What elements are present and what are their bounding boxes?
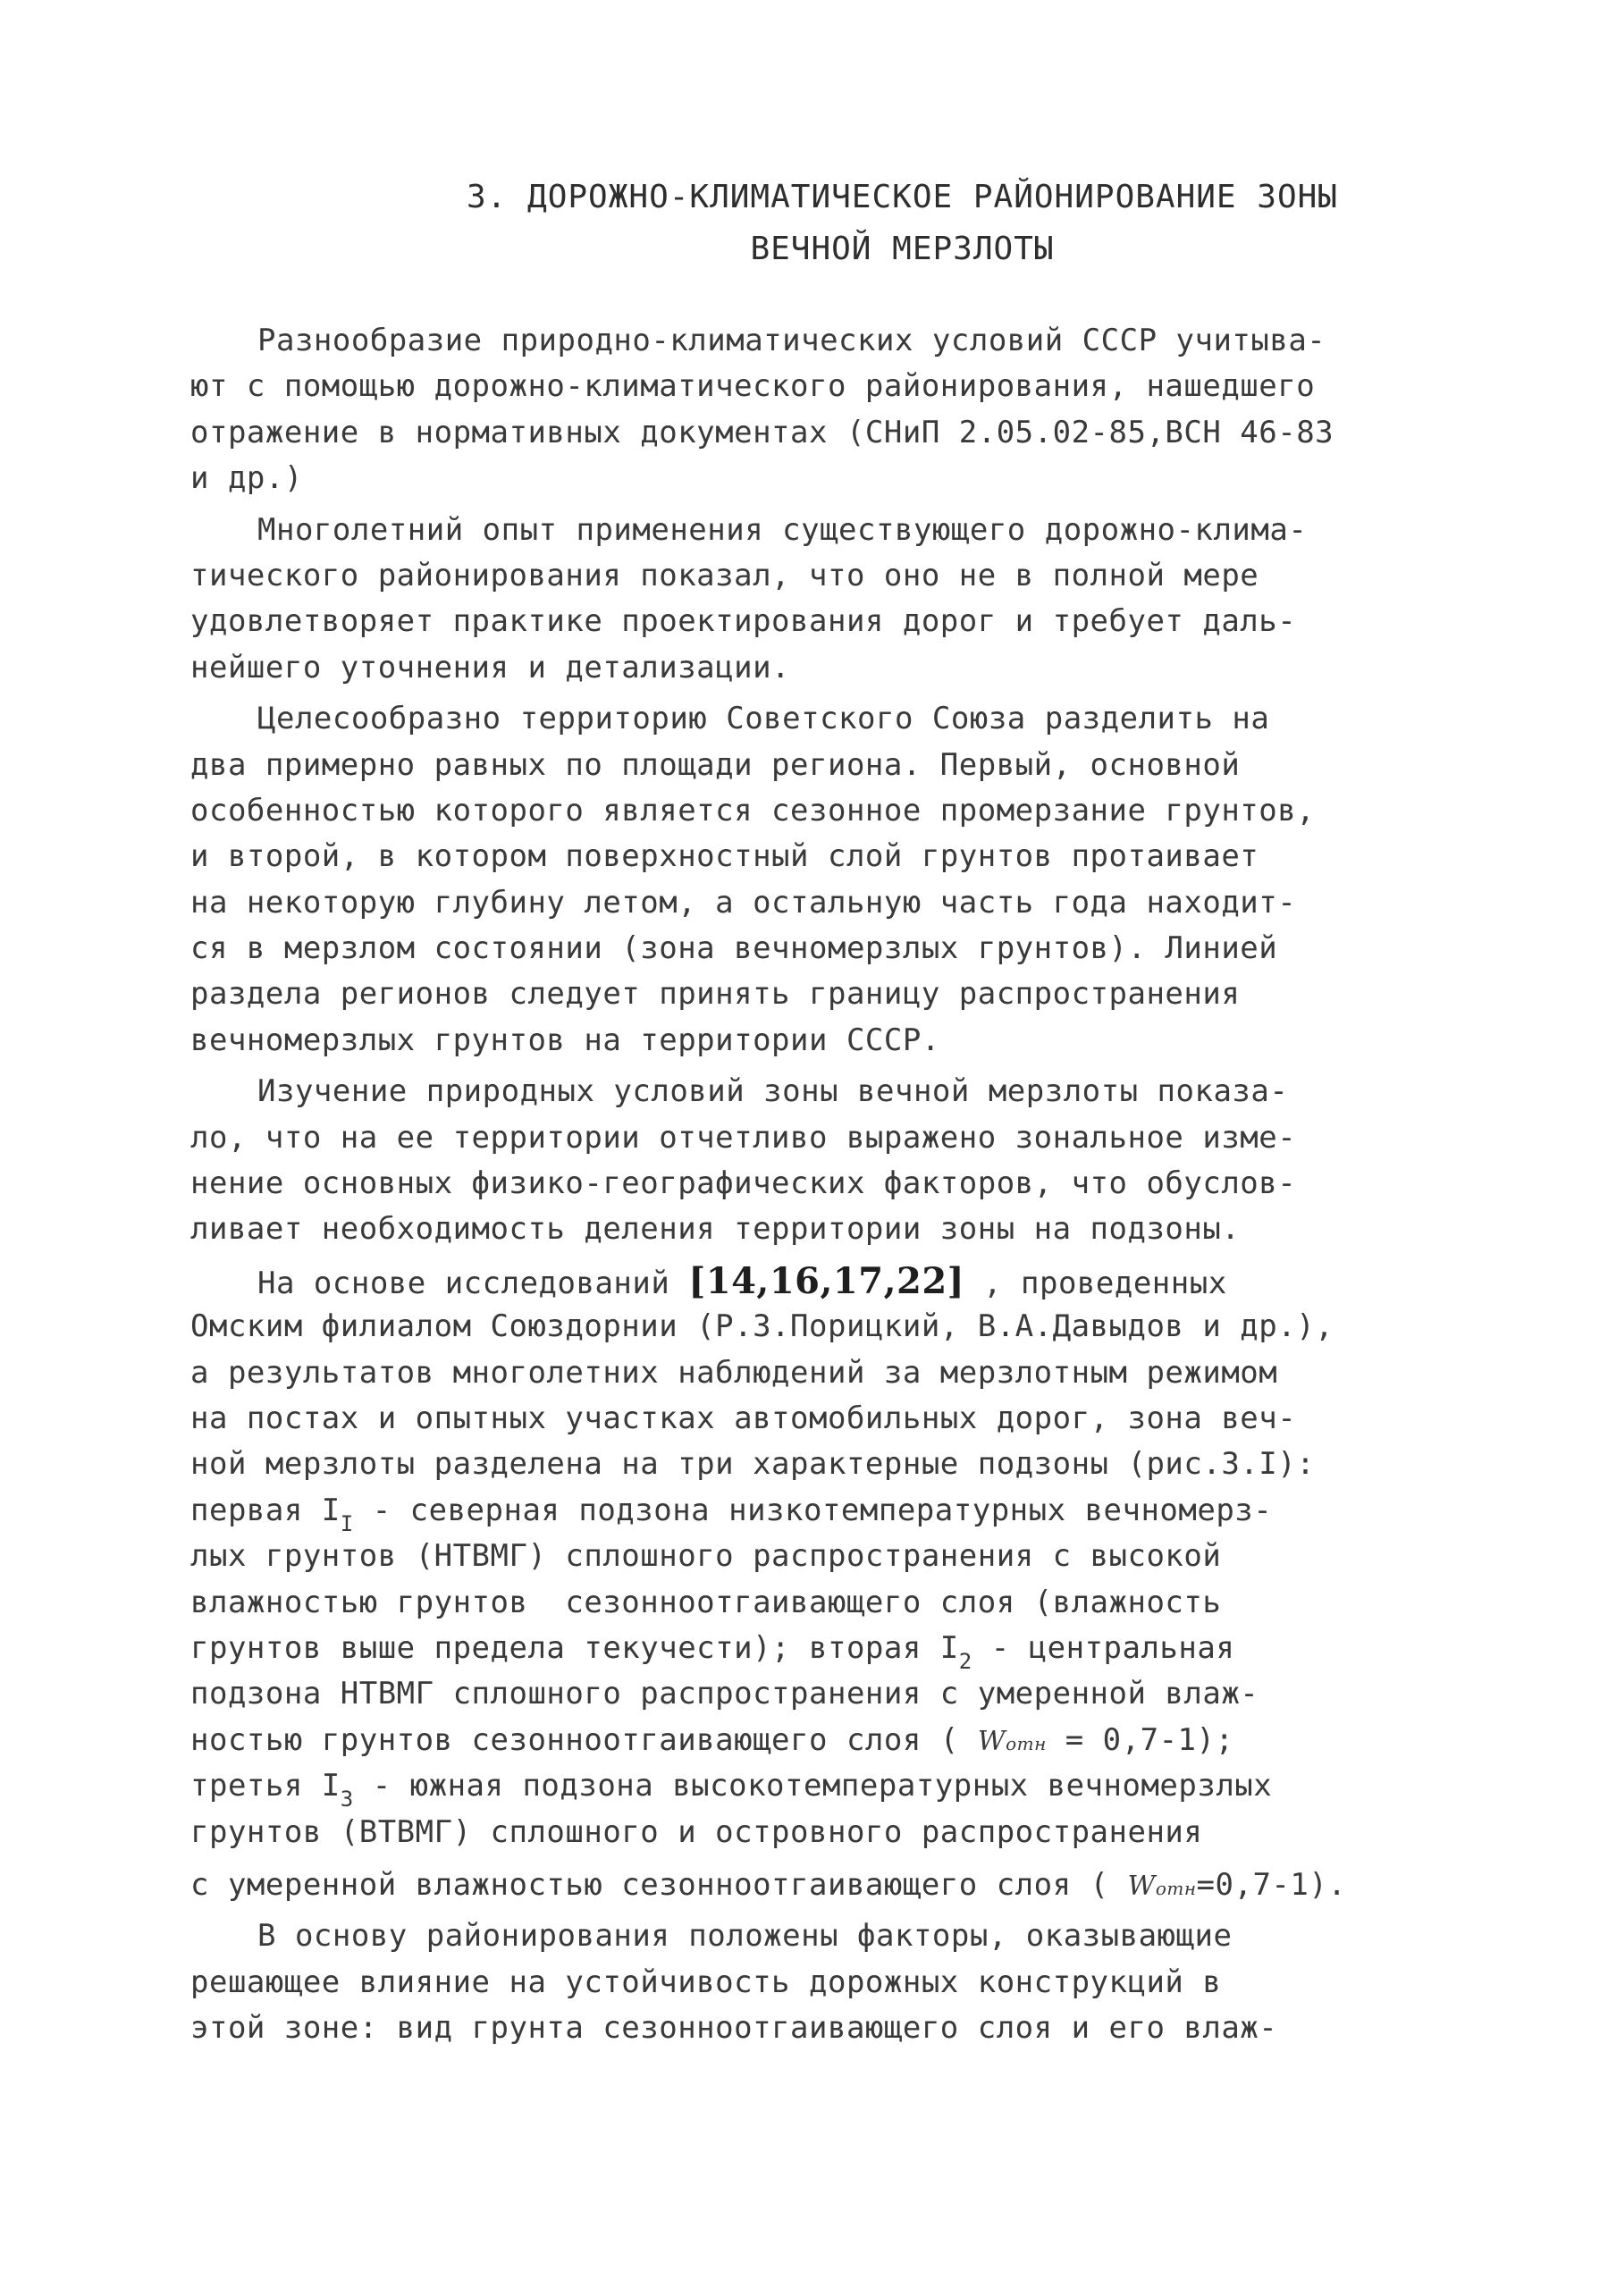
text-line: особенностью которого является сезонное промерзание грунтов, bbox=[190, 792, 1316, 828]
text-line: вечномерзлых грунтов на территории СССР. bbox=[190, 1022, 940, 1058]
text-line: и второй, в котором поверхностный слой грунтов протаивает bbox=[190, 838, 1259, 875]
subscript: отн bbox=[1006, 1732, 1047, 1754]
subscript: отн bbox=[1155, 1877, 1197, 1899]
text-line: Омским филиалом Союздорнии (Р.З.Порицкий, В.А.Давыдов и др.), bbox=[190, 1308, 1334, 1345]
text-segment: первая I bbox=[190, 1492, 341, 1528]
text-segment: =0,7-1). bbox=[1196, 1866, 1347, 1903]
text-line: Целесообразно территорию Советского Союза разделить на bbox=[257, 701, 1270, 737]
paragraph-4 bbox=[190, 1069, 1297, 1253]
text-line: Многолетний опыт применения существующего дорожно-клима- bbox=[257, 511, 1308, 548]
text-line bbox=[190, 1718, 1281, 1763]
formula-symbol: W bbox=[977, 1725, 1006, 1757]
subscript: I bbox=[340, 1510, 354, 1536]
paragraph-6 bbox=[190, 1913, 1281, 2051]
text-segment: - центральная bbox=[972, 1629, 1235, 1666]
text-segment: - южная подзона высокотемпературных вечномерзлых bbox=[353, 1768, 1273, 1804]
text-segment: третья I bbox=[190, 1768, 341, 1804]
subscript: 3 bbox=[340, 1787, 354, 1812]
text-line: раздела регионов следует принять границу распространения bbox=[190, 976, 1241, 1013]
text-segment: ностью грунтов сезонноотгаивающего слоя ( bbox=[190, 1721, 978, 1758]
text-line: Изучение природных условий зоны вечной мерзлоты показа- bbox=[257, 1073, 1289, 1110]
text-segment: с умеренной влажностью сезонноотгаивающего слоя ( bbox=[190, 1866, 1128, 1903]
text-line: решающее влияние на устойчивость дорожных конструкций в bbox=[190, 1964, 1222, 2000]
text-line: удовлетворяет практике проектирования дорог и требует даль- bbox=[190, 603, 1297, 640]
text-line: а результатов многолетних наблюдений за мерзлотным режимом bbox=[190, 1354, 1278, 1391]
text-line: на некоторую глубину летом, а остальную часть года находит- bbox=[190, 884, 1297, 921]
formula-symbol: W bbox=[1127, 1870, 1156, 1902]
text-line bbox=[190, 1258, 1281, 1304]
text-line bbox=[190, 1763, 1281, 1812]
text-line: ся в мерзлом состоянии (зона вечномерзлых грунтов). Линией bbox=[190, 930, 1278, 967]
text-segment: На основе исследований bbox=[257, 1265, 689, 1301]
text-line: Разнообразие природно-климатических условий СССР учитыва- bbox=[257, 323, 1326, 358]
text-line: лых грунтов (НТВМГ) сплошного распространения с высокой bbox=[190, 1538, 1222, 1575]
text-line bbox=[190, 1626, 1281, 1674]
text-line: ливает необходимость деления территории зоны на подзоны. bbox=[190, 1211, 1241, 1248]
text-segment: , проведенных bbox=[964, 1265, 1227, 1301]
text-line: грунтов (ВТВМГ) сплошного и островного распространения bbox=[190, 1813, 1203, 1850]
text-line: нейшего уточнения и детализации. bbox=[190, 649, 791, 685]
subscript: 2 bbox=[958, 1648, 972, 1674]
text-line: ло, что на ее территории отчетливо выражено зональное изме- bbox=[190, 1119, 1297, 1156]
text-line: отражение в нормативных документах (СНиП 2.05.02-85,ВСН 46-83 bbox=[190, 414, 1334, 450]
text-line: два примерно равных по площади региона. Первый, основной bbox=[190, 746, 1241, 783]
text-segment: = 0,7-1); bbox=[1046, 1721, 1234, 1758]
text-segment: - северная подзона низкотемпературных вечномерз- bbox=[353, 1492, 1273, 1528]
text-line: подзона НТВМГ сплошного распространения с умеренной влаж- bbox=[190, 1676, 1259, 1712]
text-line: влажностью грунтов сезонноотгаивающего слоя (влажность bbox=[190, 1584, 1222, 1620]
paragraph-3 bbox=[190, 696, 1316, 1064]
text-line: нение основных физико-географических факторов, что обуслов- bbox=[190, 1165, 1297, 1202]
paragraph-2 bbox=[190, 508, 1308, 692]
text-line: В основу районирования положены факторы, оказывающие bbox=[257, 1918, 1233, 1955]
text-line: ют с помощью дорожно-климатического районирования, нашедшего bbox=[190, 368, 1316, 405]
text-line bbox=[190, 1488, 1281, 1534]
text-line: на постах и опытных участках автомобильных дорог, зона веч- bbox=[190, 1400, 1297, 1436]
section-title-line-2: ВЕЧНОЙ МЕРЗЛОТЫ bbox=[750, 231, 1055, 267]
text-line: тического районирования показал, что оно не в полной мере bbox=[190, 557, 1259, 593]
text-line bbox=[190, 1863, 1347, 1908]
handwritten-reference: [14,16,17,22] bbox=[688, 1259, 965, 1302]
text-line: этой зоне: вид грунта сезонноотгаивающего слоя и его влаж- bbox=[190, 2010, 1278, 2047]
text-line: ной мерзлоты разделена на три характерные подзоны (рис.3.I): bbox=[190, 1446, 1316, 1483]
paragraph-1 bbox=[190, 318, 1334, 502]
text-line: и др.) bbox=[190, 460, 303, 497]
body-text bbox=[190, 318, 1347, 2051]
section-title-line-1: 3. ДОРОЖНО-КЛИМАТИЧЕСКОЕ РАЙОНИРОВАНИЕ ЗОНЫ bbox=[467, 179, 1338, 215]
paragraph-5 bbox=[190, 1258, 1347, 1908]
text-segment: грунтов выше предела текучести); вторая I bbox=[190, 1629, 959, 1666]
